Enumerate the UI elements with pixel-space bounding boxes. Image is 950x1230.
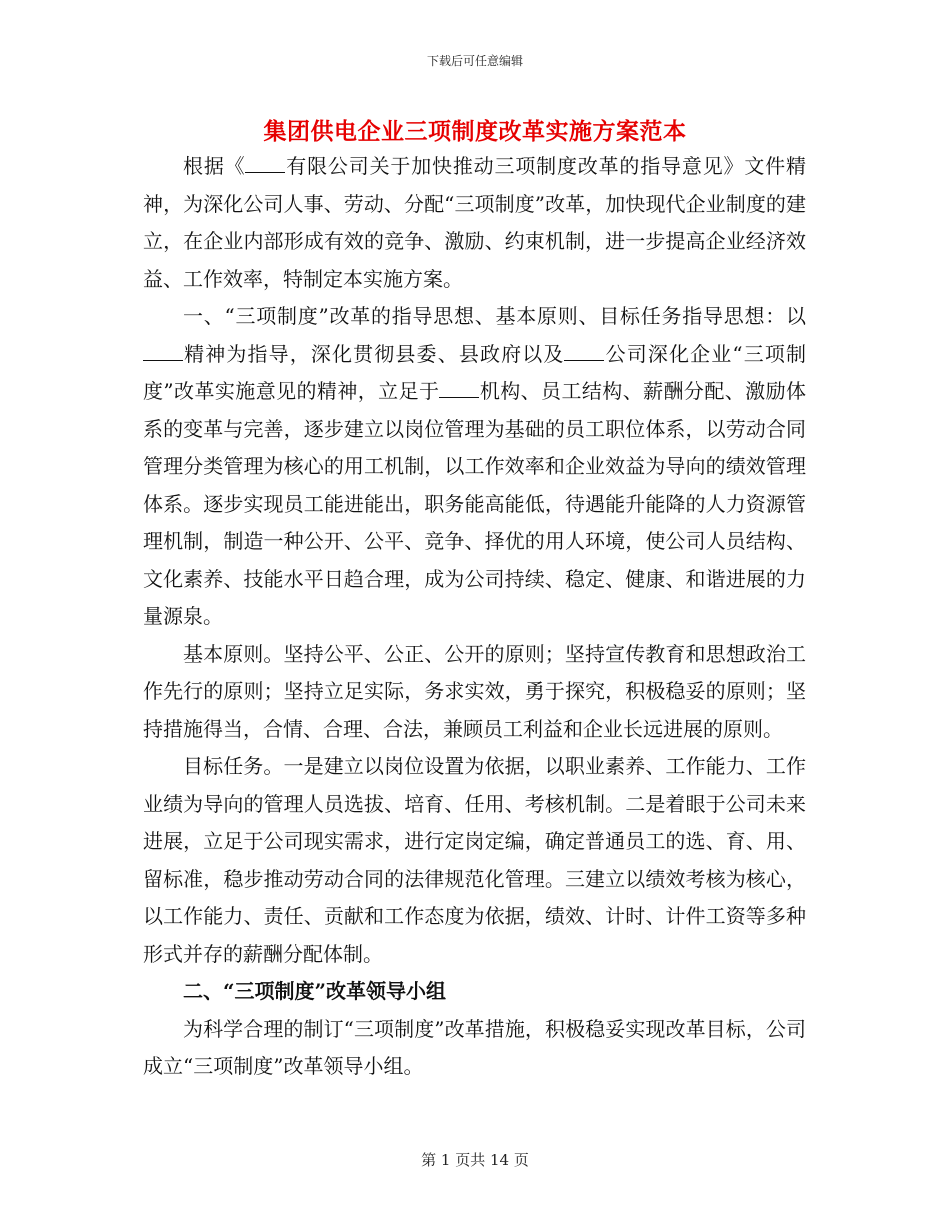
paragraph-guiding-part-c: 公司深化企业“三项制度”改革实施意见的精神，立足于: [143, 341, 806, 403]
document-body: [143, 148, 806, 1086]
paragraph-basic-principles: 基本原则。坚持公平、公正、公开的原则；坚持宣传教育和思想政治工作先行的原则；坚持立足实际，务求实效，勇于探究，积极稳妥的原则；坚持措施得当，合情、合理、合法，兼顾员工利益和企业长远进展的原则。: [143, 641, 806, 741]
paragraph-guiding-part-b: 精神为指导，深化贯彻县委、县政府以及: [183, 341, 565, 366]
paragraph-guiding-part-a: 一、“三项制度”改革的指导思想、基本原则、目标任务指导思想：以: [183, 304, 806, 328]
paragraph-guiding-part-d: 机构、员工结构、薪酬分配、激励体系的变革与完善，逐步建立以岗位管理为基础的员工职位体系，以劳动合同管理分类管理为核心的用工机制，以工作效率和企业效益为导向的绩效管理体系。逐步实现员工能进能出，职务能高能低，待遇能升能降的人力资源管理机制，制造一种公开、公平、竞争、择优的用人环境，使公司人员结构、文化素养、技能水平日趋合理，成为公司持续、稳定、健康、和谐进展的力量源泉。: [143, 379, 806, 628]
fill-blank: [245, 154, 285, 173]
document-title: 集团供电企业三项制度改革实施方案范本: [263, 118, 687, 145]
fill-blank: [564, 342, 604, 361]
page-header-note: 下载后可任意编辑: [426, 54, 523, 68]
section-heading-2: 二、“三项制度”改革领导小组: [183, 979, 447, 1003]
fill-blank: [143, 342, 183, 361]
paragraph-intro: [143, 148, 806, 298]
paragraph-target-tasks: 目标任务。一是建立以岗位设置为依据，以职业素养、工作能力、工作业绩为导向的管理人员选拔、培育、任用、考核机制。二是着眼于公司未来进展，立足于公司现实需求，进行定岗定编，确定普通员工的选、育、用、留标准，稳步推动劳动合同的法律规范化管理。三建立以绩效考核为核心，以工作能力、责任、贡献和工作态度为依据，绩效、计时、计件工资等多种形式并存的薪酬分配体制。: [143, 754, 806, 966]
paragraph-guiding-thought: [143, 298, 806, 636]
page-number: 第 1 页共 14 页: [421, 1151, 529, 1169]
paragraph-leading-group: 为科学合理的制订“三项制度”改革措施，积极稳妥实现改革目标，公司成立“三项制度”改革领导小组。: [143, 1016, 806, 1078]
paragraph-intro-part-a: 根据《: [183, 154, 246, 178]
paragraph-intro-part-b: 有限公司关于加快推动三项制度改革的指导意见》文件精神，为深化公司人事、劳动、分配“三项制度”改革，加快现代企业制度的建立，在企业内部形成有效的竞争、激励、约束机制，进一步提高企业经济效益、工作效率，特制定本实施方案。: [143, 154, 807, 291]
fill-blank: [439, 379, 479, 398]
